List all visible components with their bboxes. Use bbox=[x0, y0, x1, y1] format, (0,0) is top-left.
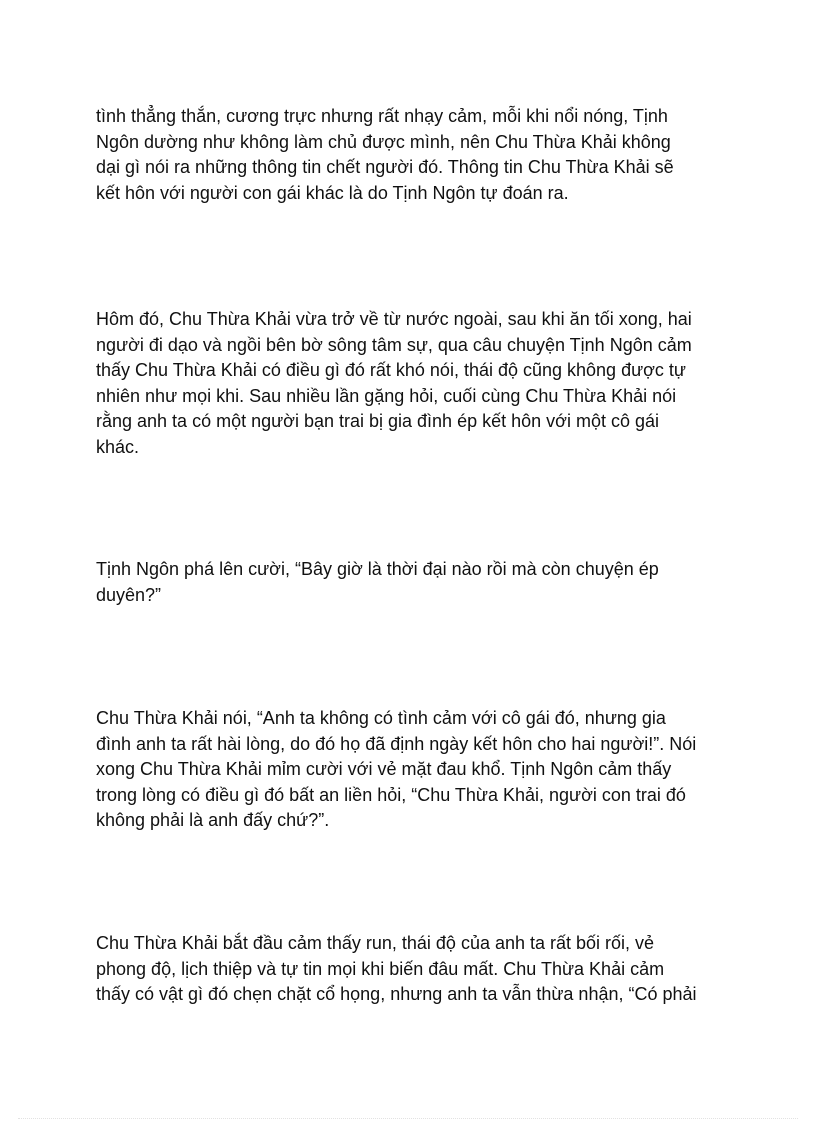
text-line: tình thẳng thắn, cương trực nhưng rất nhạy cảm, mỗi khi nổi nóng, Tịnh bbox=[96, 106, 668, 126]
text-line: xong Chu Thừa Khải mỉm cười với vẻ mặt đau khổ. Tịnh Ngôn cảm thấy bbox=[96, 759, 672, 779]
text-line: dại gì nói ra những thông tin chết người đó. Thông tin Chu Thừa Khải sẽ bbox=[96, 157, 674, 177]
paragraph-3 bbox=[96, 557, 736, 608]
text-line: kết hôn với người con gái khác là do Tịnh Ngôn tự đoán ra. bbox=[96, 182, 569, 203]
paragraph-4 bbox=[96, 706, 736, 834]
text-line: đình anh ta rất hài lòng, do đó họ đã định ngày kết hôn cho hai người!”. Nói bbox=[96, 733, 697, 754]
page-bottom-divider bbox=[18, 1118, 798, 1119]
paragraph-5 bbox=[96, 931, 736, 1008]
text-line: Chu Thừa Khải bắt đầu cảm thấy run, thái độ của anh ta rất bối rối, vẻ bbox=[96, 933, 655, 953]
text-line: Ngôn dường như không làm chủ được mình, nên Chu Thừa Khải không bbox=[96, 131, 671, 152]
text-line: rằng anh ta có một người bạn trai bị gia đình ép kết hôn với một cô gái bbox=[96, 411, 659, 431]
text-line: Chu Thừa Khải nói, “Anh ta không có tình cảm với cô gái đó, nhưng gia bbox=[96, 708, 666, 728]
text-line: không phải là anh đấy chứ?”. bbox=[96, 810, 330, 830]
text-line: khác. bbox=[96, 436, 140, 457]
text-line: duyên?” bbox=[96, 584, 162, 605]
paragraph-1 bbox=[96, 104, 736, 206]
text-line: thấy Chu Thừa Khải có điều gì đó rất khó nói, thái độ cũng không được tự bbox=[96, 360, 686, 380]
text-line: trong lòng có điều gì đó bất an liền hỏi, “Chu Thừa Khải, người con trai đó bbox=[96, 784, 686, 805]
text-line: thấy có vật gì đó chẹn chặt cổ họng, nhưng anh ta vẫn thừa nhận, “Có phải bbox=[96, 984, 697, 1004]
text-line: Tịnh Ngôn phá lên cười, “Bây giờ là thời đại nào rồi mà còn chuyện ép bbox=[96, 559, 659, 579]
text-line: phong độ, lịch thiệp và tự tin mọi khi biến đâu mất. Chu Thừa Khải cảm bbox=[96, 958, 665, 979]
text-line: nhiên như mọi khi. Sau nhiều lần gặng hỏi, cuối cùng Chu Thừa Khải nói bbox=[96, 385, 677, 406]
paragraph-2 bbox=[96, 307, 736, 460]
text-line: Hôm đó, Chu Thừa Khải vừa trở về từ nước ngoài, sau khi ăn tối xong, hai bbox=[96, 309, 692, 329]
text-line: người đi dạo và ngồi bên bờ sông tâm sự, qua câu chuyện Tịnh Ngôn cảm bbox=[96, 334, 692, 355]
